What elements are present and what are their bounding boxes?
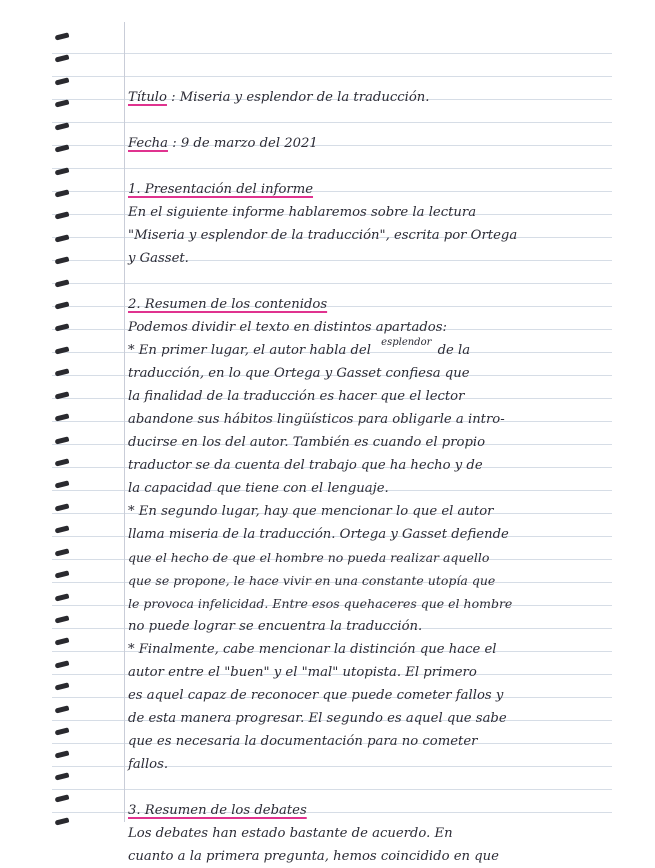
section-2-line: la capacidad que tiene con el lenguaje. xyxy=(128,481,389,496)
spiral-ring xyxy=(55,212,70,220)
date-label: Fecha xyxy=(128,136,168,151)
spiral-ring xyxy=(55,279,70,287)
spiral-ring xyxy=(55,414,70,422)
spiral-ring xyxy=(55,167,70,175)
spiral-ring xyxy=(55,705,70,713)
spiral-ring xyxy=(55,324,70,332)
spiral-ring xyxy=(55,189,70,197)
spiral-ring xyxy=(55,458,70,466)
spiral-ring xyxy=(55,369,70,377)
spiral-ring xyxy=(55,593,70,601)
section-2-heading: 2. Resumen de los contenidos xyxy=(128,297,328,312)
spiral-ring xyxy=(55,772,70,780)
spiral-ring xyxy=(55,122,70,130)
section-2-line: * Finalmente, cabe mencionar la distinción que hace el xyxy=(128,642,497,657)
margin-line xyxy=(124,22,125,822)
spiral-ring xyxy=(55,660,70,668)
title-line xyxy=(128,86,598,109)
section-2-line: la finalidad de la traducción es hacer que el lector xyxy=(128,389,465,404)
spiral-ring xyxy=(55,391,70,399)
handwritten-text xyxy=(128,86,598,868)
title-label: Título xyxy=(128,90,167,105)
spiral-ring xyxy=(55,481,70,489)
spiral-ring xyxy=(55,32,70,40)
spiral-ring xyxy=(55,817,70,825)
section-2-line: que se propone, le hace vivir en una constante utopía que xyxy=(128,573,496,588)
date-line xyxy=(128,132,598,155)
date-value: : 9 de marzo del 2021 xyxy=(172,136,318,151)
section-2-line: que el hecho de que el hombre no pueda realizar aquello xyxy=(128,550,490,565)
section-1-line: En el siguiente informe hablaremos sobre la lectura xyxy=(128,205,477,220)
section-2-line: Podemos dividir el texto en distintos apartados: xyxy=(128,320,447,335)
section-1-heading: 1. Presentación del informe xyxy=(128,182,314,197)
section-1-line: "Miseria y esplendor de la traducción", escrita por Ortega xyxy=(128,228,518,243)
spiral-ring xyxy=(55,503,70,511)
spiral-ring xyxy=(55,55,70,63)
section-2-line: traducción, en lo que Ortega y Gasset confiesa que xyxy=(128,366,470,381)
spiral-binding xyxy=(55,34,71,824)
title-value: : Miseria y esplendor de la traducción. xyxy=(171,90,430,105)
spiral-ring xyxy=(55,683,70,691)
section-2-line: no puede lograr se encuentra la traducción. xyxy=(128,619,423,634)
inline-insertion: esplendor xyxy=(381,337,432,348)
section-2-line: * En segundo lugar, hay que mencionar lo que el autor xyxy=(128,504,494,519)
section-3-heading: 3. Resumen de los debates xyxy=(128,803,307,818)
spiral-ring xyxy=(55,301,70,309)
section-3-line: Los debates han estado bastante de acuerdo. En xyxy=(128,826,453,841)
section-2-line: ducirse en los del autor. También es cuando el propio xyxy=(128,435,486,450)
spiral-ring xyxy=(55,100,70,108)
section-2-line: de esta manera progresar. El segundo es aquel que sabe xyxy=(128,711,507,726)
section-2-line: fallos. xyxy=(128,757,169,772)
section-1-line: y Gasset. xyxy=(128,251,189,266)
spiral-ring xyxy=(55,638,70,646)
section-2-line: traductor se da cuenta del trabajo que ha hecho y de xyxy=(128,458,483,473)
spiral-ring xyxy=(55,234,70,242)
section-3-line: cuanto a la primera pregunta, hemos coincidido en que xyxy=(128,849,499,864)
section-2-line: autor entre el "buen" y el "mal" utopista. El primero xyxy=(128,665,477,680)
spiral-ring xyxy=(55,144,70,152)
spiral-ring xyxy=(55,727,70,735)
spiral-ring xyxy=(55,615,70,623)
spiral-ring xyxy=(55,436,70,444)
spiral-ring xyxy=(55,526,70,534)
section-2-line: llama miseria de la traducción. Ortega y Gasset defiende xyxy=(128,527,509,542)
section-2-line: le provoca infelicidad. Entre esos quehaceres que el hombre xyxy=(128,596,513,611)
section-2-line: abandone sus hábitos lingüísticos para obligarle a intro- xyxy=(128,412,505,427)
spiral-ring xyxy=(55,571,70,579)
spiral-ring xyxy=(55,346,70,354)
spiral-ring xyxy=(55,257,70,265)
spiral-ring xyxy=(55,548,70,556)
section-2-line: * En primer lugar, el autor habla del esplendor de la xyxy=(128,339,598,362)
spiral-ring xyxy=(55,795,70,803)
spiral-ring xyxy=(55,77,70,85)
section-2-line: que es necesaria la documentación para no cometer xyxy=(128,734,478,749)
section-2-line: es aquel capaz de reconocer que puede cometer fallos y xyxy=(128,688,504,703)
spiral-ring xyxy=(55,750,70,758)
